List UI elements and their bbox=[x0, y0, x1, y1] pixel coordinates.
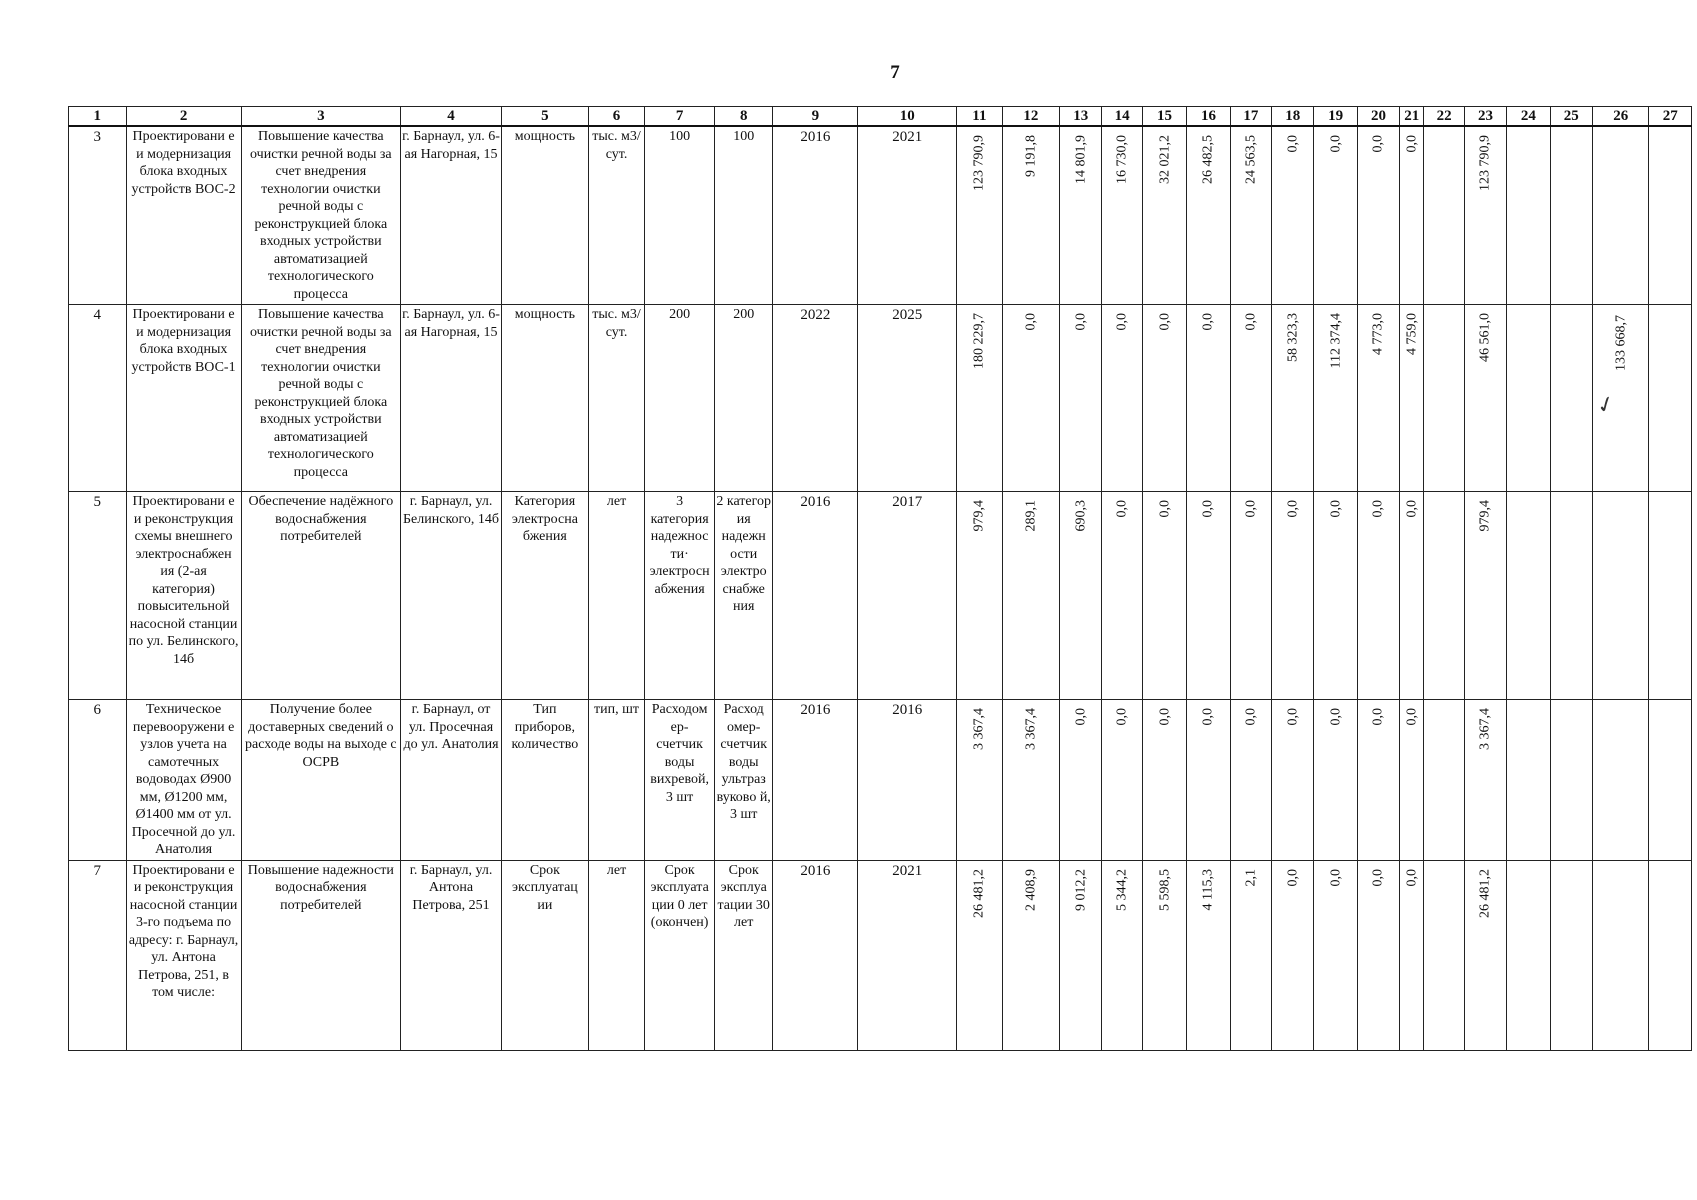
amount-cell-col-19 bbox=[1314, 126, 1357, 305]
handwritten-check-mark: ✓ bbox=[1593, 390, 1620, 421]
value-after-cell: 200 bbox=[714, 305, 773, 492]
amount-cell-col-24 bbox=[1507, 305, 1550, 492]
column-header-23: 23 bbox=[1464, 107, 1506, 127]
purpose-cell: Повышение качества очистки речной воды за счет внедрения технологии очистки речной воды с реконструкцией блока входных устройстви автоматизацией технологического процесса bbox=[241, 126, 400, 305]
amount-cell-col-17 bbox=[1230, 860, 1271, 1050]
amount-value: 4 773,0 bbox=[1370, 313, 1386, 355]
amount-cell-col-12 bbox=[1002, 305, 1060, 492]
amount-value: 14 801,9 bbox=[1073, 135, 1089, 184]
amount-cell-col-27 bbox=[1649, 492, 1692, 700]
amount-value: 2,1 bbox=[1243, 868, 1259, 886]
amount-cell-col-27 bbox=[1649, 305, 1692, 492]
column-header-24: 24 bbox=[1507, 107, 1550, 127]
amount-cell-col-22 bbox=[1424, 860, 1464, 1050]
amount-cell-col-11 bbox=[957, 860, 1002, 1050]
column-header-19: 19 bbox=[1314, 107, 1357, 127]
amount-value: 0,0 bbox=[1284, 708, 1300, 726]
amount-cell-col-27 bbox=[1649, 860, 1692, 1050]
amount-value: 0,0 bbox=[1284, 868, 1300, 886]
value-after-cell: Расход омер- счетчик воды ультраз вуково й, 3 шт bbox=[714, 700, 773, 861]
location-cell: г. Барнаул, ул. 6-ая Нагорная, 15 bbox=[401, 305, 502, 492]
amount-cell-col-18 bbox=[1272, 305, 1314, 492]
project-name-cell: Проектировани е и реконструкция насосной станции 3-го подъема по адресу: г. Барнаул, ул. Антона Петрова, 251, в том числе: bbox=[126, 860, 241, 1050]
value-after-cell: 2 категор ия надежн ости электро снабже ния bbox=[714, 492, 773, 700]
amount-value: 0,0 bbox=[1370, 135, 1386, 153]
location-cell: г. Барнаул, ул. Белинского, 14б bbox=[401, 492, 502, 700]
amount-cell-col-24 bbox=[1507, 860, 1550, 1050]
project-name-cell: Проектировани е и модернизация блока входных устройств ВОС-2 bbox=[126, 126, 241, 305]
amount-value: 0,0 bbox=[1370, 708, 1386, 726]
location-cell: г. Барнаул, ул. Антона Петрова, 251 bbox=[401, 860, 502, 1050]
amount-value: 26 481,2 bbox=[971, 868, 987, 918]
purpose-cell: Повышение надежности водоснабжения потребителей bbox=[241, 860, 400, 1050]
amount-value: 0,0 bbox=[1073, 313, 1089, 331]
amount-cell-col-15 bbox=[1142, 860, 1186, 1050]
amount-cell-col-17 bbox=[1230, 700, 1271, 861]
end-year-cell: 2016 bbox=[858, 700, 957, 861]
column-header-17: 17 bbox=[1230, 107, 1271, 127]
purpose-cell: Обеспечение надёжного водоснабжения потребителей bbox=[241, 492, 400, 700]
amount-value: 0,0 bbox=[1156, 500, 1172, 518]
column-header-12: 12 bbox=[1002, 107, 1060, 127]
amount-cell-col-25 bbox=[1550, 860, 1592, 1050]
amount-value: 5 598,5 bbox=[1156, 868, 1172, 911]
amount-cell-col-12 bbox=[1002, 860, 1060, 1050]
indicator-cell: Категория электросна бжения bbox=[501, 492, 588, 700]
column-header-6: 6 bbox=[588, 107, 645, 127]
page-number: 7 bbox=[890, 62, 900, 83]
amount-cell-col-13 bbox=[1060, 126, 1102, 305]
amount-cell-col-21 bbox=[1400, 126, 1424, 305]
amount-cell-col-23 bbox=[1464, 305, 1506, 492]
amount-value: 9 012,2 bbox=[1073, 868, 1089, 911]
amount-cell-col-20 bbox=[1357, 700, 1399, 861]
project-name-cell: Проектировани е и реконструкция схемы внешнего электроснабжен ия (2-ая категория) повысительной насосной станции по ул. Белинского, 14б bbox=[126, 492, 241, 700]
value-before-cell: Срок эксплуата ции 0 лет (окончен) bbox=[645, 860, 715, 1050]
table-row bbox=[69, 860, 1692, 1050]
amount-cell-col-24 bbox=[1507, 700, 1550, 861]
column-header-25: 25 bbox=[1550, 107, 1592, 127]
amount-value: 0,0 bbox=[1404, 135, 1420, 153]
amount-value: 0,0 bbox=[1156, 708, 1172, 726]
amount-cell-col-22 bbox=[1424, 492, 1464, 700]
amount-cell-col-17 bbox=[1230, 492, 1271, 700]
amount-value: 0,0 bbox=[1200, 313, 1216, 331]
table-row bbox=[69, 126, 1692, 305]
column-header-20: 20 bbox=[1357, 107, 1399, 127]
row-number-cell: 3 bbox=[69, 126, 127, 305]
value-before-cell: 100 bbox=[645, 126, 715, 305]
table-row bbox=[69, 305, 1692, 492]
amount-cell-col-18 bbox=[1272, 492, 1314, 700]
column-header-16: 16 bbox=[1187, 107, 1230, 127]
purpose-cell: Получение более доставерных сведений о расходе воды на выходе с ОСРВ bbox=[241, 700, 400, 861]
amount-cell-col-27 bbox=[1649, 700, 1692, 861]
value-before-cell: Расходом ер- счетчик воды вихревой, 3 шт bbox=[645, 700, 715, 861]
amount-cell-col-24 bbox=[1507, 126, 1550, 305]
location-cell: г. Барнаул, ул. 6-ая Нагорная, 15 bbox=[401, 126, 502, 305]
amount-value: 0,0 bbox=[1404, 708, 1420, 726]
amount-value: 9 191,8 bbox=[1023, 135, 1039, 177]
amount-cell-col-14 bbox=[1102, 860, 1142, 1050]
amount-cell-col-15 bbox=[1142, 492, 1186, 700]
amount-value: 26 481,2 bbox=[1477, 868, 1493, 918]
column-header-11: 11 bbox=[957, 107, 1002, 127]
amount-cell-col-22 bbox=[1424, 305, 1464, 492]
purpose-cell: Повышение качества очистки речной воды за счет внедрения технологии очистки речной воды с реконструкцией блока входных устройстви автоматизацией технологического процесса bbox=[241, 305, 400, 492]
amount-cell-col-24 bbox=[1507, 492, 1550, 700]
amount-cell-col-13 bbox=[1060, 860, 1102, 1050]
amount-value: 0,0 bbox=[1327, 500, 1343, 518]
investment-program-table bbox=[68, 106, 1692, 1051]
row-number-cell: 6 bbox=[69, 700, 127, 861]
amount-cell-col-26 bbox=[1592, 860, 1649, 1050]
start-year-cell: 2022 bbox=[773, 305, 858, 492]
amount-cell-col-11 bbox=[957, 492, 1002, 700]
row-number-cell: 5 bbox=[69, 492, 127, 700]
column-header-26: 26 bbox=[1592, 107, 1649, 127]
amount-value: 0,0 bbox=[1404, 868, 1420, 886]
amount-cell-col-21 bbox=[1400, 305, 1424, 492]
amount-cell-col-23 bbox=[1464, 860, 1506, 1050]
amount-value: 979,4 bbox=[971, 500, 987, 532]
amount-value: 0,0 bbox=[1114, 500, 1130, 518]
amount-value: 0,0 bbox=[1370, 868, 1386, 886]
document-table-wrapper bbox=[68, 106, 1692, 1051]
amount-value: 3 367,4 bbox=[1023, 708, 1039, 750]
amount-cell-col-13 bbox=[1060, 700, 1102, 861]
amount-cell-col-21 bbox=[1400, 700, 1424, 861]
amount-value: 16 730,0 bbox=[1114, 135, 1130, 184]
column-header-2: 2 bbox=[126, 107, 241, 127]
column-header-27: 27 bbox=[1649, 107, 1692, 127]
value-before-cell: 200 bbox=[645, 305, 715, 492]
column-header-14: 14 bbox=[1102, 107, 1142, 127]
amount-value: 4 115,3 bbox=[1200, 868, 1216, 910]
amount-value: 24 563,5 bbox=[1243, 135, 1259, 184]
column-header-4: 4 bbox=[401, 107, 502, 127]
amount-value: 32 021,2 bbox=[1156, 135, 1172, 184]
start-year-cell: 2016 bbox=[773, 700, 858, 861]
amount-value: 289,1 bbox=[1023, 500, 1039, 532]
amount-value: 0,0 bbox=[1243, 313, 1259, 331]
amount-value: 0,0 bbox=[1327, 708, 1343, 726]
column-header-8: 8 bbox=[714, 107, 773, 127]
indicator-cell: мощность bbox=[501, 126, 588, 305]
unit-cell: лет bbox=[588, 492, 645, 700]
amount-value: 123 790,9 bbox=[971, 135, 987, 191]
amount-cell-col-14 bbox=[1102, 126, 1142, 305]
project-name-cell: Техническое перевооружени е узлов учета на самотечных водоводах Ø900 мм, Ø1200 мм, Ø1400 мм от ул. Просечной до ул. Анатолия bbox=[126, 700, 241, 861]
amount-cell-col-20 bbox=[1357, 860, 1399, 1050]
column-header-5: 5 bbox=[501, 107, 588, 127]
amount-value: 5 344,2 bbox=[1114, 868, 1130, 911]
amount-value: 112 374,4 bbox=[1327, 313, 1343, 369]
amount-value: 0,0 bbox=[1114, 313, 1130, 331]
amount-value: 0,0 bbox=[1370, 500, 1386, 518]
amount-cell-col-27 bbox=[1649, 126, 1692, 305]
amount-cell-col-21 bbox=[1400, 860, 1424, 1050]
end-year-cell: 2025 bbox=[858, 305, 957, 492]
end-year-cell: 2017 bbox=[858, 492, 957, 700]
amount-cell-col-18 bbox=[1272, 860, 1314, 1050]
column-header-9: 9 bbox=[773, 107, 858, 127]
amount-cell-col-26 bbox=[1592, 492, 1649, 700]
project-name-cell: Проектировани е и модернизация блока входных устройств ВОС-1 bbox=[126, 305, 241, 492]
unit-cell: тыс. м3/сут. bbox=[588, 305, 645, 492]
amount-cell-col-12 bbox=[1002, 700, 1060, 861]
amount-cell-col-11 bbox=[957, 126, 1002, 305]
amount-value: 180 229,7 bbox=[971, 313, 987, 369]
column-header-1: 1 bbox=[69, 107, 127, 127]
amount-cell-col-15 bbox=[1142, 700, 1186, 861]
start-year-cell: 2016 bbox=[773, 126, 858, 305]
amount-cell-col-23 bbox=[1464, 700, 1506, 861]
amount-cell-col-23 bbox=[1464, 126, 1506, 305]
amount-value: 58 323,3 bbox=[1284, 313, 1300, 362]
amount-value: 0,0 bbox=[1073, 708, 1089, 726]
amount-value: 4 759,0 bbox=[1404, 313, 1420, 355]
row-number-cell: 4 bbox=[69, 305, 127, 492]
column-header-3: 3 bbox=[241, 107, 400, 127]
amount-value: 0,0 bbox=[1114, 708, 1130, 726]
unit-cell: тип, шт bbox=[588, 700, 645, 861]
amount-cell-col-18 bbox=[1272, 700, 1314, 861]
amount-value: 3 367,4 bbox=[1477, 708, 1493, 750]
amount-cell-col-26 bbox=[1592, 126, 1649, 305]
value-before-cell: 3 категория надежнос ти· электросн абжения bbox=[645, 492, 715, 700]
amount-value: 0,0 bbox=[1243, 500, 1259, 518]
amount-value: 0,0 bbox=[1284, 500, 1300, 518]
amount-value: 0,0 bbox=[1327, 868, 1343, 886]
indicator-cell: Срок эксплуатац ии bbox=[501, 860, 588, 1050]
column-header-22: 22 bbox=[1424, 107, 1464, 127]
amount-cell-col-11 bbox=[957, 305, 1002, 492]
amount-value: 0,0 bbox=[1200, 708, 1216, 726]
amount-cell-col-19 bbox=[1314, 305, 1357, 492]
column-header-13: 13 bbox=[1060, 107, 1102, 127]
amount-cell-col-13 bbox=[1060, 492, 1102, 700]
amount-cell-col-12 bbox=[1002, 126, 1060, 305]
unit-cell: лет bbox=[588, 860, 645, 1050]
amount-value: 0,0 bbox=[1156, 313, 1172, 331]
amount-value: 0,0 bbox=[1327, 135, 1343, 153]
amount-cell-col-18 bbox=[1272, 126, 1314, 305]
amount-value: 0,0 bbox=[1023, 313, 1039, 331]
amount-value: 26 482,5 bbox=[1200, 135, 1216, 184]
column-header-15: 15 bbox=[1142, 107, 1186, 127]
amount-value: 46 561,0 bbox=[1477, 313, 1493, 362]
amount-cell-col-25 bbox=[1550, 700, 1592, 861]
amount-cell-col-16 bbox=[1187, 126, 1230, 305]
amount-cell-col-16 bbox=[1187, 860, 1230, 1050]
amount-cell-col-14 bbox=[1102, 305, 1142, 492]
end-year-cell: 2021 bbox=[858, 126, 957, 305]
table-row bbox=[69, 700, 1692, 861]
start-year-cell: 2016 bbox=[773, 860, 858, 1050]
indicator-cell: мощность bbox=[501, 305, 588, 492]
amount-cell-col-19 bbox=[1314, 860, 1357, 1050]
column-header-10: 10 bbox=[858, 107, 957, 127]
amount-value: 0,0 bbox=[1200, 500, 1216, 518]
amount-value: 133 668,7 bbox=[1612, 315, 1628, 371]
amount-cell-col-11 bbox=[957, 700, 1002, 861]
amount-cell-col-25 bbox=[1550, 305, 1592, 492]
table-body bbox=[69, 126, 1692, 1050]
column-header-18: 18 bbox=[1272, 107, 1314, 127]
amount-value: 0,0 bbox=[1243, 708, 1259, 726]
amount-cell-col-14 bbox=[1102, 492, 1142, 700]
indicator-cell: Тип приборов, количество bbox=[501, 700, 588, 861]
amount-value: 0,0 bbox=[1404, 500, 1420, 518]
amount-cell-col-15 bbox=[1142, 126, 1186, 305]
location-cell: г. Барнаул, от ул. Просечная до ул. Анатолия bbox=[401, 700, 502, 861]
amount-cell-col-25 bbox=[1550, 126, 1592, 305]
value-after-cell: Срок эксплуа тации 30 лет bbox=[714, 860, 773, 1050]
amount-cell-col-20 bbox=[1357, 305, 1399, 492]
amount-cell-col-21 bbox=[1400, 492, 1424, 700]
amount-cell-col-16 bbox=[1187, 492, 1230, 700]
amount-cell-col-16 bbox=[1187, 700, 1230, 861]
amount-cell-col-20 bbox=[1357, 126, 1399, 305]
amount-cell-col-14 bbox=[1102, 700, 1142, 861]
start-year-cell: 2016 bbox=[773, 492, 858, 700]
row-number-cell: 7 bbox=[69, 860, 127, 1050]
amount-cell-col-19 bbox=[1314, 492, 1357, 700]
amount-cell-col-17 bbox=[1230, 305, 1271, 492]
table-row bbox=[69, 492, 1692, 700]
amount-cell-col-13 bbox=[1060, 305, 1102, 492]
amount-cell-col-12 bbox=[1002, 492, 1060, 700]
column-header-7: 7 bbox=[645, 107, 715, 127]
column-header-21: 21 bbox=[1400, 107, 1424, 127]
unit-cell: тыс. м3/сут. bbox=[588, 126, 645, 305]
amount-value: 690,3 bbox=[1073, 500, 1089, 532]
amount-cell-col-22 bbox=[1424, 700, 1464, 861]
amount-cell-col-19 bbox=[1314, 700, 1357, 861]
amount-cell-col-17 bbox=[1230, 126, 1271, 305]
amount-cell-col-25 bbox=[1550, 492, 1592, 700]
amount-cell-col-20 bbox=[1357, 492, 1399, 700]
amount-cell-col-23 bbox=[1464, 492, 1506, 700]
amount-cell-col-22 bbox=[1424, 126, 1464, 305]
amount-value: 3 367,4 bbox=[971, 708, 987, 750]
column-number-header-row bbox=[69, 107, 1692, 127]
end-year-cell: 2021 bbox=[858, 860, 957, 1050]
amount-value: 0,0 bbox=[1284, 135, 1300, 153]
amount-cell-col-15 bbox=[1142, 305, 1186, 492]
amount-value: 123 790,9 bbox=[1477, 135, 1493, 191]
amount-value: 2 408,9 bbox=[1023, 868, 1039, 911]
amount-cell-col-16 bbox=[1187, 305, 1230, 492]
value-after-cell: 100 bbox=[714, 126, 773, 305]
amount-cell-col-26 bbox=[1592, 700, 1649, 861]
amount-value: 979,4 bbox=[1477, 500, 1493, 532]
